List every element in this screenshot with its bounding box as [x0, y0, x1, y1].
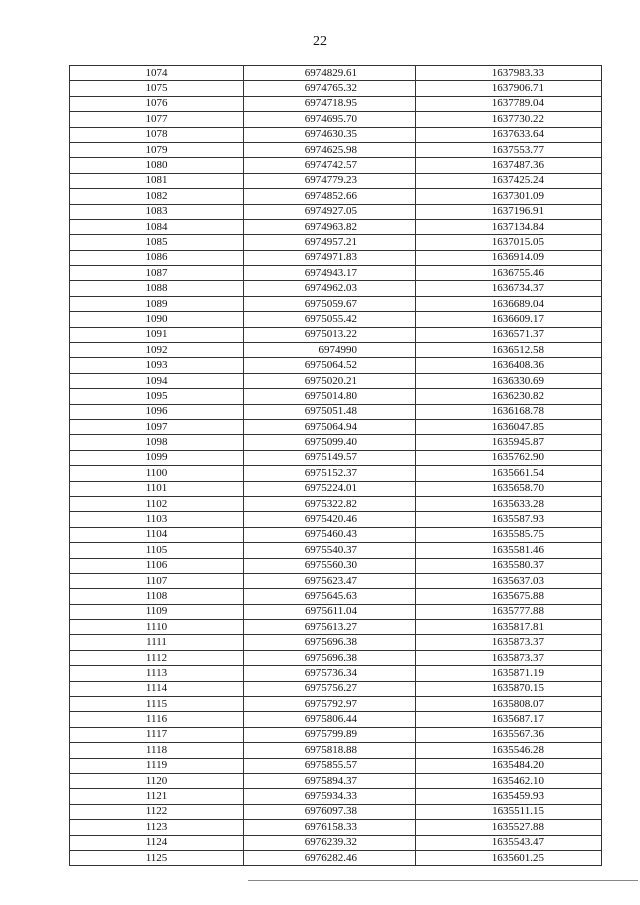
x-coordinate-cell: 6975064.94	[244, 419, 416, 434]
table-row	[70, 666, 602, 681]
point-number-cell: 1118	[70, 743, 244, 758]
coordinates-table	[69, 65, 602, 866]
point-number-cell: 1079	[70, 142, 244, 157]
x-coordinate-cell: 6974962.03	[244, 281, 416, 296]
y-coordinate-cell: 1635661.54	[416, 466, 602, 481]
x-coordinate-cell: 6975224.01	[244, 481, 416, 496]
y-coordinate-cell: 1635777.88	[416, 604, 602, 619]
x-coordinate-cell: 6975149.57	[244, 450, 416, 465]
table-row	[70, 327, 602, 342]
table-row	[70, 496, 602, 511]
y-coordinate-cell: 1635462.10	[416, 773, 602, 788]
point-number-cell: 1094	[70, 373, 244, 388]
x-coordinate-cell: 6974625.98	[244, 142, 416, 157]
y-coordinate-cell: 1636408.36	[416, 358, 602, 373]
point-number-cell: 1109	[70, 604, 244, 619]
point-number-cell: 1092	[70, 343, 244, 358]
point-number-cell: 1091	[70, 327, 244, 342]
x-coordinate-cell: 6975152.37	[244, 466, 416, 481]
table-row	[70, 266, 602, 281]
x-coordinate-cell: 6975696.38	[244, 635, 416, 650]
table-row	[70, 604, 602, 619]
table-row	[70, 96, 602, 111]
point-number-cell: 1107	[70, 573, 244, 588]
table-row	[70, 404, 602, 419]
table-row	[70, 681, 602, 696]
y-coordinate-cell: 1635633.28	[416, 496, 602, 511]
point-number-cell: 1076	[70, 96, 244, 111]
point-number-cell: 1103	[70, 512, 244, 527]
x-coordinate-cell: 6974927.05	[244, 204, 416, 219]
x-coordinate-cell: 6975799.89	[244, 727, 416, 742]
point-number-cell: 1074	[70, 66, 244, 81]
y-coordinate-cell: 1635585.75	[416, 527, 602, 542]
coordinates-table-body	[70, 66, 602, 866]
y-coordinate-cell: 1636755.46	[416, 266, 602, 281]
y-coordinate-cell: 1635637.03	[416, 573, 602, 588]
point-number-cell: 1123	[70, 820, 244, 835]
point-number-cell: 1077	[70, 112, 244, 127]
table-row	[70, 743, 602, 758]
x-coordinate-cell: 6975560.30	[244, 558, 416, 573]
table-row	[70, 389, 602, 404]
y-coordinate-cell: 1636609.17	[416, 312, 602, 327]
table-row	[70, 773, 602, 788]
table-row	[70, 204, 602, 219]
y-coordinate-cell: 1637015.05	[416, 235, 602, 250]
y-coordinate-cell: 1635658.70	[416, 481, 602, 496]
point-number-cell: 1115	[70, 697, 244, 712]
x-coordinate-cell: 6975736.34	[244, 666, 416, 681]
x-coordinate-cell: 6975020.21	[244, 373, 416, 388]
y-coordinate-cell: 1635808.07	[416, 697, 602, 712]
point-number-cell: 1100	[70, 466, 244, 481]
point-number-cell: 1087	[70, 266, 244, 281]
x-coordinate-cell: 6974852.66	[244, 189, 416, 204]
y-coordinate-cell: 1637134.84	[416, 219, 602, 234]
y-coordinate-cell: 1635527.88	[416, 820, 602, 835]
y-coordinate-cell: 1636689.04	[416, 296, 602, 311]
point-number-cell: 1099	[70, 450, 244, 465]
table-row	[70, 419, 602, 434]
x-coordinate-cell: 6975420.46	[244, 512, 416, 527]
y-coordinate-cell: 1635580.37	[416, 558, 602, 573]
y-coordinate-cell: 1635675.88	[416, 589, 602, 604]
y-coordinate-cell: 1636512.58	[416, 343, 602, 358]
table-row	[70, 112, 602, 127]
y-coordinate-cell: 1635484.20	[416, 758, 602, 773]
point-number-cell: 1098	[70, 435, 244, 450]
point-number-cell: 1112	[70, 650, 244, 665]
point-number-cell: 1081	[70, 173, 244, 188]
x-coordinate-cell: 6974695.70	[244, 112, 416, 127]
y-coordinate-cell: 1637487.36	[416, 158, 602, 173]
point-number-cell: 1120	[70, 773, 244, 788]
y-coordinate-cell: 1635762.90	[416, 450, 602, 465]
x-coordinate-cell: 6974943.17	[244, 266, 416, 281]
x-coordinate-cell: 6974957.21	[244, 235, 416, 250]
x-coordinate-cell: 6976097.38	[244, 804, 416, 819]
y-coordinate-cell: 1635687.17	[416, 712, 602, 727]
table-row	[70, 173, 602, 188]
table-row	[70, 835, 602, 850]
x-coordinate-cell: 6974829.61	[244, 66, 416, 81]
table-row	[70, 235, 602, 250]
y-coordinate-cell: 1637906.71	[416, 81, 602, 96]
table-row	[70, 466, 602, 481]
x-coordinate-cell: 6976239.32	[244, 835, 416, 850]
y-coordinate-cell: 1635567.36	[416, 727, 602, 742]
y-coordinate-cell: 1635873.37	[416, 635, 602, 650]
y-coordinate-cell: 1635543.47	[416, 835, 602, 850]
table-row	[70, 727, 602, 742]
point-number-cell: 1078	[70, 127, 244, 142]
table-row	[70, 789, 602, 804]
x-coordinate-cell: 6974718.95	[244, 96, 416, 111]
table-row	[70, 758, 602, 773]
table-row	[70, 589, 602, 604]
point-number-cell: 1104	[70, 527, 244, 542]
point-number-cell: 1116	[70, 712, 244, 727]
x-coordinate-cell: 6975623.47	[244, 573, 416, 588]
x-coordinate-cell: 6975051.48	[244, 404, 416, 419]
y-coordinate-cell: 1637301.09	[416, 189, 602, 204]
y-coordinate-cell: 1635511.15	[416, 804, 602, 819]
y-coordinate-cell: 1637196.91	[416, 204, 602, 219]
x-coordinate-cell: 6974765.32	[244, 81, 416, 96]
y-coordinate-cell: 1636168.78	[416, 404, 602, 419]
y-coordinate-cell: 1637633.64	[416, 127, 602, 142]
point-number-cell: 1113	[70, 666, 244, 681]
x-coordinate-cell: 6975014.80	[244, 389, 416, 404]
table-row	[70, 312, 602, 327]
point-number-cell: 1106	[70, 558, 244, 573]
x-coordinate-cell: 6974630.35	[244, 127, 416, 142]
table-row	[70, 281, 602, 296]
x-coordinate-cell: 6975064.52	[244, 358, 416, 373]
x-coordinate-cell: 6975540.37	[244, 543, 416, 558]
x-coordinate-cell: 6975460.43	[244, 527, 416, 542]
y-coordinate-cell: 1635459.93	[416, 789, 602, 804]
y-coordinate-cell: 1637730.22	[416, 112, 602, 127]
x-coordinate-cell: 6975322.82	[244, 496, 416, 511]
table-row	[70, 142, 602, 157]
point-number-cell: 1097	[70, 419, 244, 434]
table-row	[70, 620, 602, 635]
point-number-cell: 1089	[70, 296, 244, 311]
x-coordinate-cell: 6974990	[244, 343, 416, 358]
x-coordinate-cell: 6975894.37	[244, 773, 416, 788]
x-coordinate-cell: 6975806.44	[244, 712, 416, 727]
y-coordinate-cell: 1635945.87	[416, 435, 602, 450]
bottom-rule	[248, 880, 638, 881]
y-coordinate-cell: 1637553.77	[416, 142, 602, 157]
table-row	[70, 712, 602, 727]
point-number-cell: 1101	[70, 481, 244, 496]
table-row	[70, 850, 602, 865]
y-coordinate-cell: 1637983.33	[416, 66, 602, 81]
point-number-cell: 1108	[70, 589, 244, 604]
x-coordinate-cell: 6976282.46	[244, 850, 416, 865]
table-row	[70, 66, 602, 81]
point-number-cell: 1088	[70, 281, 244, 296]
point-number-cell: 1083	[70, 204, 244, 219]
x-coordinate-cell: 6975613.27	[244, 620, 416, 635]
point-number-cell: 1110	[70, 620, 244, 635]
table-row	[70, 81, 602, 96]
point-number-cell: 1124	[70, 835, 244, 850]
page-number: 22	[313, 34, 327, 49]
y-coordinate-cell: 1636734.37	[416, 281, 602, 296]
point-number-cell: 1111	[70, 635, 244, 650]
point-number-cell: 1086	[70, 250, 244, 265]
x-coordinate-cell: 6975934.33	[244, 789, 416, 804]
x-coordinate-cell: 6975059.67	[244, 296, 416, 311]
x-coordinate-cell: 6975855.57	[244, 758, 416, 773]
table-row	[70, 358, 602, 373]
y-coordinate-cell: 1636230.82	[416, 389, 602, 404]
x-coordinate-cell: 6975013.22	[244, 327, 416, 342]
table-row	[70, 343, 602, 358]
table-row	[70, 250, 602, 265]
y-coordinate-cell: 1635601.25	[416, 850, 602, 865]
table-row	[70, 543, 602, 558]
table-row	[70, 512, 602, 527]
point-number-cell: 1096	[70, 404, 244, 419]
table-row	[70, 481, 602, 496]
y-coordinate-cell: 1635581.46	[416, 543, 602, 558]
table-row	[70, 435, 602, 450]
table-row	[70, 450, 602, 465]
y-coordinate-cell: 1636047.85	[416, 419, 602, 434]
point-number-cell: 1090	[70, 312, 244, 327]
x-coordinate-cell: 6975818.88	[244, 743, 416, 758]
point-number-cell: 1080	[70, 158, 244, 173]
table-row	[70, 573, 602, 588]
point-number-cell: 1122	[70, 804, 244, 819]
y-coordinate-cell: 1637425.24	[416, 173, 602, 188]
point-number-cell: 1093	[70, 358, 244, 373]
point-number-cell: 1114	[70, 681, 244, 696]
point-number-cell: 1084	[70, 219, 244, 234]
x-coordinate-cell: 6975645.63	[244, 589, 416, 604]
point-number-cell: 1117	[70, 727, 244, 742]
table-row	[70, 219, 602, 234]
x-coordinate-cell: 6975099.40	[244, 435, 416, 450]
point-number-cell: 1105	[70, 543, 244, 558]
x-coordinate-cell: 6976158.33	[244, 820, 416, 835]
y-coordinate-cell: 1635873.37	[416, 650, 602, 665]
y-coordinate-cell: 1636330.69	[416, 373, 602, 388]
y-coordinate-cell: 1635587.93	[416, 512, 602, 527]
table-row	[70, 373, 602, 388]
x-coordinate-cell: 6975792.97	[244, 697, 416, 712]
point-number-cell: 1121	[70, 789, 244, 804]
x-coordinate-cell: 6975611.04	[244, 604, 416, 619]
point-number-cell: 1075	[70, 81, 244, 96]
table-row	[70, 189, 602, 204]
table-row	[70, 635, 602, 650]
table-row	[70, 804, 602, 819]
point-number-cell: 1102	[70, 496, 244, 511]
table-row	[70, 296, 602, 311]
y-coordinate-cell: 1635546.28	[416, 743, 602, 758]
x-coordinate-cell: 6974971.83	[244, 250, 416, 265]
x-coordinate-cell: 6975055.42	[244, 312, 416, 327]
y-coordinate-cell: 1635817.81	[416, 620, 602, 635]
y-coordinate-cell: 1635871.19	[416, 666, 602, 681]
point-number-cell: 1095	[70, 389, 244, 404]
x-coordinate-cell: 6974963.82	[244, 219, 416, 234]
y-coordinate-cell: 1637789.04	[416, 96, 602, 111]
x-coordinate-cell: 6974779.23	[244, 173, 416, 188]
table-row	[70, 527, 602, 542]
table-row	[70, 650, 602, 665]
table-row	[70, 820, 602, 835]
table-row	[70, 697, 602, 712]
y-coordinate-cell: 1636571.37	[416, 327, 602, 342]
point-number-cell: 1082	[70, 189, 244, 204]
table-row	[70, 127, 602, 142]
x-coordinate-cell: 6975696.38	[244, 650, 416, 665]
point-number-cell: 1119	[70, 758, 244, 773]
x-coordinate-cell: 6974742.57	[244, 158, 416, 173]
x-coordinate-cell: 6975756.27	[244, 681, 416, 696]
y-coordinate-cell: 1636914.09	[416, 250, 602, 265]
table-row	[70, 558, 602, 573]
point-number-cell: 1085	[70, 235, 244, 250]
y-coordinate-cell: 1635870.15	[416, 681, 602, 696]
point-number-cell: 1125	[70, 850, 244, 865]
table-row	[70, 158, 602, 173]
